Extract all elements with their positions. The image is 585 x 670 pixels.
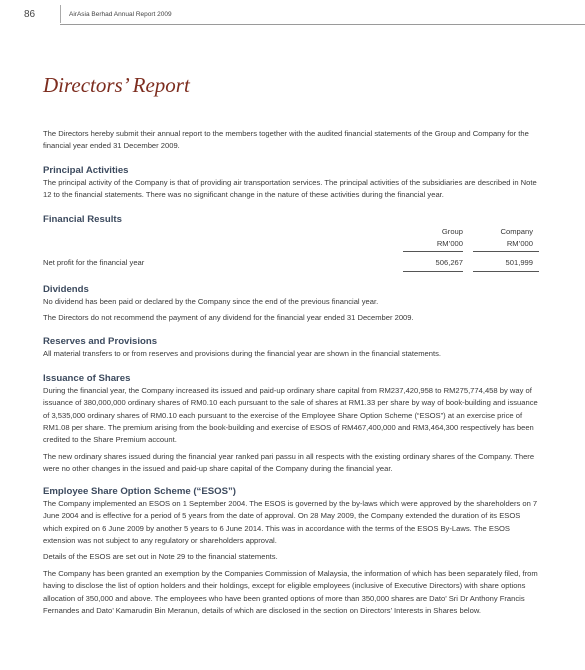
- esos-paragraph-1: The Company implemented an ESOS on 1 September 2004. The ESOS is governed by the by-laws which were approved by the shareholders on 7 June 2004 and is effective for a period of 5 years from the date of approval. On 28 May 2009, the Company extended the duration of its ESOS which expired on 6 June 2009 by another 5 years to 6 June 2014. This was in accordance with the terms of the ESOS By-Laws. The ESOS extension was not subject to any regulatory or shareholders approval.: [43, 498, 538, 545]
- header-rule: [60, 24, 585, 25]
- reserves-heading: Reserves and Provisions: [43, 336, 158, 348]
- group-header-rule: [403, 251, 463, 252]
- issuance-paragraph-1: During the financial year, the Company increased its issued and paid-up ordinary share capital from RM237,420,958 to RM275,774,458 by way of issuance of 380,000,000 ordinary shares of RM0.10 each pursuant to the sale of shares at RM1.33 per share by way of book-building and issuance of 3,535,000 ordinary shares of RM0.10 each pursuant to the exercise of the Employee Share Option Scheme (“ESOS”) at an exercise price of RM1.08 per share. The premium arising from the book-building and exercise of ESOS of RM467,400,000 and RM3,464,300 respectively has been credited to the Share Premium account.: [43, 385, 538, 445]
- page-title: Directors’ Report: [43, 73, 190, 97]
- company-header-rule: [473, 251, 539, 252]
- group-col-unit: RM’000: [436, 239, 463, 249]
- net-profit-label: Net profit for the financial year: [43, 257, 145, 267]
- issuance-heading: Issuance of Shares: [43, 372, 131, 384]
- dividends-heading: Dividends: [43, 283, 89, 295]
- reserves-text: All material transfers to or from reserves and provisions during the financial year are shown in the financial statements.: [43, 349, 442, 359]
- company-col-unit: RM’000: [506, 239, 533, 249]
- issuance-paragraph-2: The new ordinary shares issued during the financial year ranked pari passu in all respects with the existing ordinary shares of the Company. There were no other changes in the issued and paid-up share capital of the Company during the financial year.: [43, 451, 535, 474]
- company-net-profit: 501,999: [505, 257, 533, 267]
- page-number: 86: [24, 9, 36, 20]
- principal-activities-heading: Principal Activities: [43, 164, 129, 176]
- esos-heading: Employee Share Option Scheme (“ESOS”): [43, 485, 236, 497]
- company-column-header: [473, 226, 533, 251]
- group-net-profit: 506,267: [435, 257, 463, 267]
- group-total-rule: [403, 271, 463, 272]
- running-title: AirAsia Berhad Annual Report 2009: [69, 11, 172, 18]
- principal-activities-text: The principal activity of the Company is that of providing air transportation services. The principal activities of the subsidiaries are described in Note 12 to the financial statements. There was no significant change in the nature of these activities during the financial year.: [43, 177, 537, 200]
- company-col-label: Company: [500, 226, 533, 236]
- header-divider-vertical: [60, 5, 61, 23]
- financial-results-table: [43, 228, 539, 284]
- intro-paragraph: The Directors hereby submit their annual report to the members together with the audited financial statements of the Group and Company for the financial year ended 31 December 2009.: [43, 129, 529, 151]
- group-col-label: Group: [441, 226, 463, 236]
- dividends-paragraph-1: No dividend has been paid or declared by the Company since the end of the previous financial year.: [43, 296, 379, 306]
- financial-results-heading: Financial Results: [43, 213, 122, 225]
- group-column-header: [403, 226, 463, 251]
- report-body: [43, 128, 539, 617]
- esos-paragraph-3: The Company has been granted an exemption by the Companies Commission of Malaysia, the information of which has been separately filed, from having to disclose the list of option holders and their holdings, except for eligible employees (inclusive of Executive Directors) with share options allocation of 350,000 and above. The employees who have been granted options of more than 350,000 shares are Dato’ Sri Dr Anthony Francis Fernandes and Dato’ Kamarudin Bin Meranun, details of which are disclosed in the section on Directors’ Interests in Shares below.: [43, 568, 538, 615]
- esos-paragraph-2: Details of the ESOS are set out in Note 29 to the financial statements.: [43, 552, 278, 562]
- company-total-rule: [473, 271, 539, 272]
- dividends-paragraph-2: The Directors do not recommend the payment of any dividend for the financial year ended 31 December 2009.: [43, 313, 414, 323]
- page-header: [0, 0, 585, 30]
